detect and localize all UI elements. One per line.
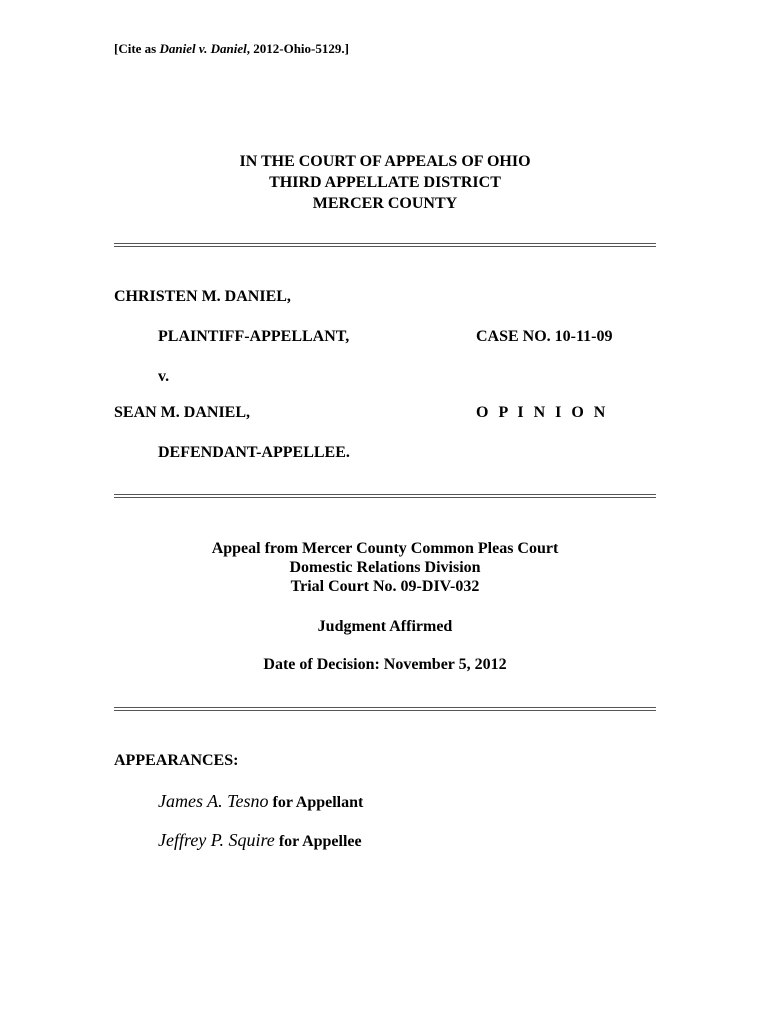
appellant-counsel-role: for Appellant xyxy=(268,794,364,811)
divider-top xyxy=(114,243,656,247)
citation-prefix: [Cite as xyxy=(114,41,160,56)
judgment: Judgment Affirmed xyxy=(317,618,453,635)
court-district: THIRD APPELLATE DISTRICT xyxy=(269,174,501,191)
versus: v. xyxy=(158,368,170,385)
defendant-role: DEFENDANT-APPELLEE. xyxy=(158,444,350,461)
divider-middle xyxy=(114,494,656,498)
citation-suffix: , 2012-Ohio-5129.] xyxy=(246,41,349,56)
citation-line xyxy=(114,41,349,57)
decision-date: Date of Decision: November 5, 2012 xyxy=(263,656,507,673)
court-name: IN THE COURT OF APPEALS OF OHIO xyxy=(239,153,531,170)
citation-case-name: Daniel v. Daniel xyxy=(159,41,247,56)
trial-court-number: Trial Court No. 09-DIV-032 xyxy=(290,578,480,595)
appeal-division: Domestic Relations Division xyxy=(289,559,481,576)
document-type: O P I N I O N xyxy=(476,404,609,421)
appellant-counsel-name: James A. Tesno xyxy=(158,791,269,811)
appeal-court: Appeal from Mercer County Common Pleas Court xyxy=(211,540,559,557)
defendant-name: SEAN M. DANIEL, xyxy=(114,404,251,421)
appellant-counsel xyxy=(158,791,363,812)
plaintiff-name: CHRISTEN M. DANIEL, xyxy=(114,288,291,305)
appearances-heading: APPEARANCES: xyxy=(114,752,239,769)
appellee-counsel-role: for Appellee xyxy=(274,833,362,850)
plaintiff-role: PLAINTIFF-APPELLANT, xyxy=(158,328,350,345)
divider-bottom xyxy=(114,707,656,711)
case-number: CASE NO. 10-11-09 xyxy=(476,328,613,345)
court-county: MERCER COUNTY xyxy=(312,195,458,212)
appellee-counsel xyxy=(158,830,362,851)
appellee-counsel-name: Jeffrey P. Squire xyxy=(158,830,275,850)
